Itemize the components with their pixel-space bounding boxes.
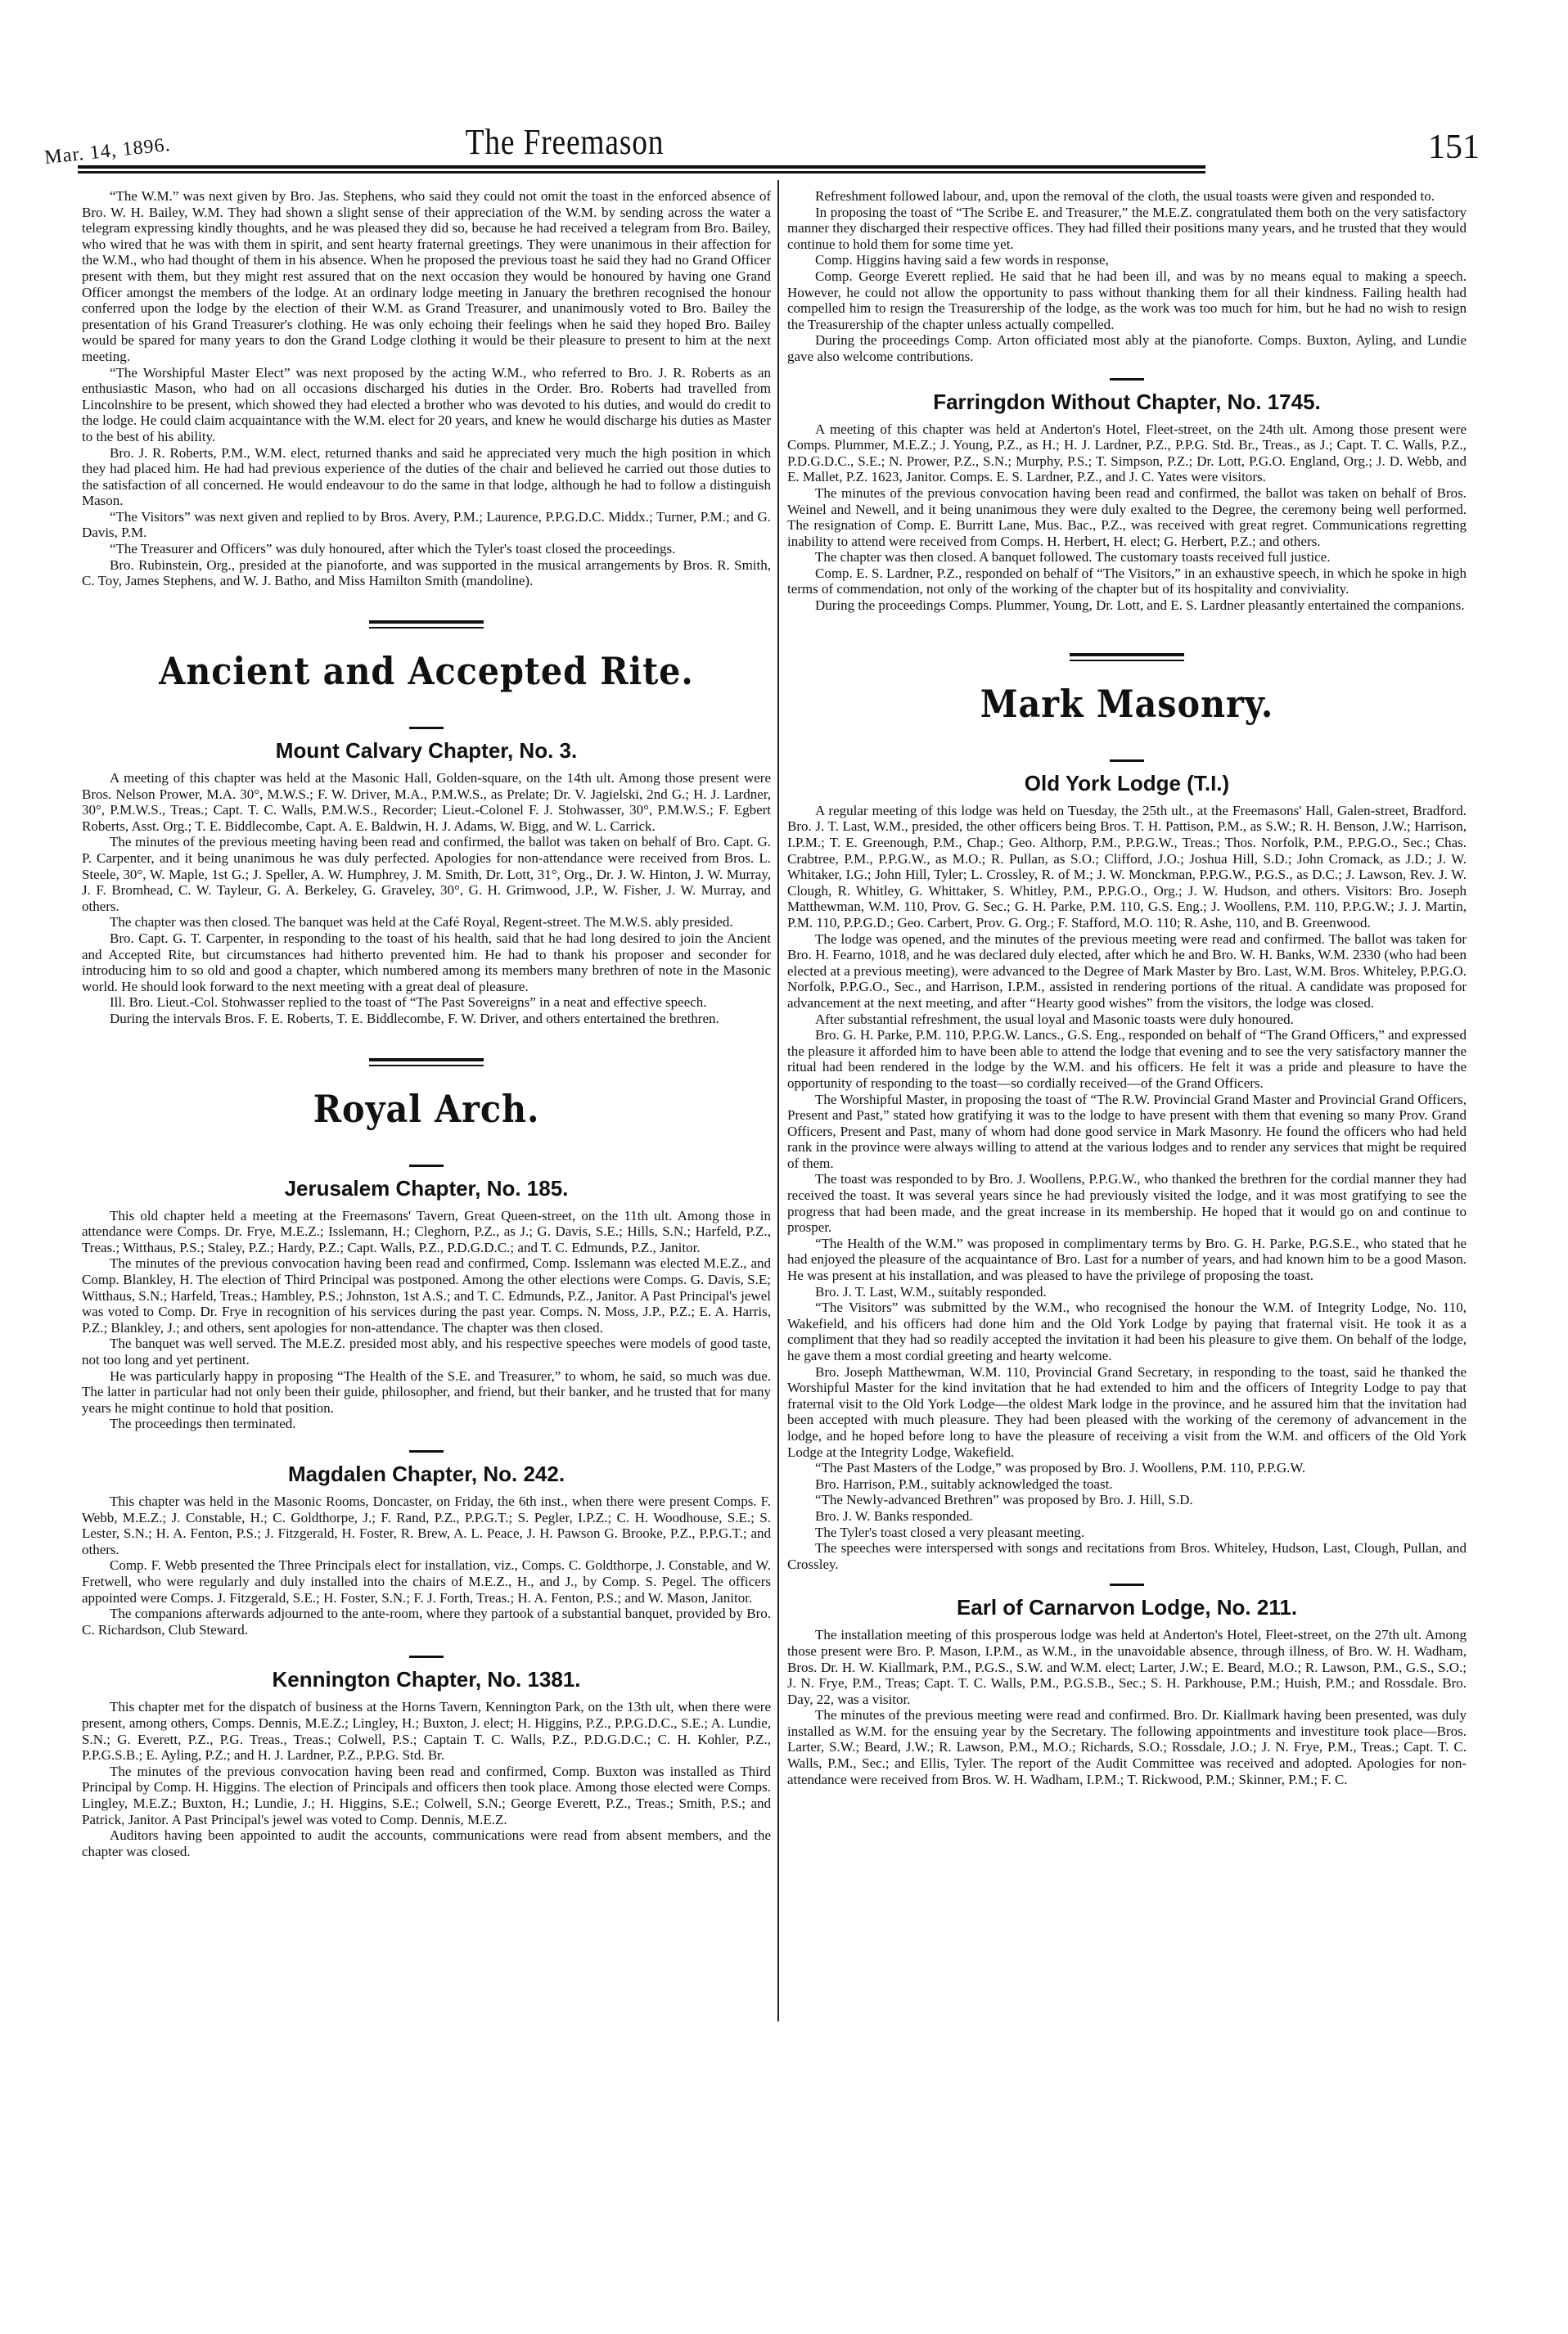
chapter-title-old-york: Old York Lodge (T.I.) <box>1024 770 1230 795</box>
right-column <box>787 188 1467 1787</box>
paragraph: The chapter was then closed. The banquet was held at the Café Royal, Regent-street. The M.W.S. ably presided. <box>110 914 733 930</box>
jerusalem-report <box>82 1208 771 1432</box>
paragraph: This chapter met for the dispatch of business at the Horns Tavern, Kennington Park, on the 13th ult, when there were present, among others, Comps. Dennis, M.E.Z.; Lingley, H.; Buxton, J. elect; H. Higgins, P.Z., P.P.G.D.C., S.E.; A. Lundie, S.N.; G. Everett, P.Z., P.G. Treas., Treas.; Colwell, P.S.; Captain T. C. Walls, P.Z., P.D.G.D.C.; C. H. Kohler, P.Z., P.P.G.S.B.; E. Ayling, P.Z.; and H. J. Lardner, P.Z., P.P.G. Std. Br. <box>82 1699 771 1764</box>
paragraph: Comp. E. S. Lardner, P.Z., responded on behalf of “The Visitors,” in an exhaustive speech, in which he spoke in high terms of commendation, not only of the working of the chapter but of its hospitality and conviviality. <box>787 565 1467 597</box>
paragraph: “The Visitors” was submitted by the W.M., who recognised the honour the W.M. of Integrity Lodge, No. 110, Wakefield, and his officers had done him and the Old York Lodge by paying that fraternal visit. He took it as a compliment that they had so readily accepted the invitation it had been his pleasure to give them. On behalf of the lodge, he gave them a most cordial greeting and hearty welcome. <box>787 1300 1467 1364</box>
paragraph: “The Worshipful Master Elect” was next proposed by the acting W.M., who referred to Bro. J. R. Roberts as an enthusiastic Mason, who had on all occasions discharged his duties in the Order. Bro. Roberts had travelled from Lincolnshire to be present, which showed they had elected a brother who was devoted to his duties, and would do credit to the lodge. He could claim acquaintance with the W.M. elect for 20 years, and knew he would discharge his duties as Master to the best of his ability. <box>82 364 771 444</box>
paragraph: The lodge was opened, and the minutes of the previous meeting were read and confirmed. The ballot was taken for Bro. H. Fearno, 1018, and he was declared duly elected, after which he and Bro. W. H. Banks, W.M. 2330 (who had been elected at a previous meeting), were advanced to the Degree of Mark Master by Bro. Last, W.M. Bros. Whiteley, P.P.G.O. Norfolk, P.P.G.O., Sec., and Harrison, I.P.M., assisted in rendering portions of the ritual. A candidate was proposed for advancement at the next meeting, and after “Hearty good wishes” from the visitors, the lodge was closed. <box>787 930 1467 1011</box>
section-heading-royal-arch: Royal Arch. <box>313 1086 540 1131</box>
paragraph: Bro. Joseph Matthewman, W.M. 110, Provincial Grand Secretary, in responding to the toast, said he thanked the Worshipful Master for the kind invitation that he had extended to him and the officers of Integrity Lodge to pay that fraternal visit to the Old York Lodge—the oldest Mark lodge in the province, and he assured him that the invitation had been accepted with much pleasure. They had been pleased with the working of the ceremony of advancement in the lodge, and he hoped before long to have the pleasure of receiving a visit from the W.M. and officers of the Old York Lodge at the Integrity Lodge, Wakefield. <box>787 1363 1467 1460</box>
old-york-report <box>787 803 1467 1573</box>
section-heading-mark-masonry: Mark Masonry. <box>980 681 1274 726</box>
paragraph: Bro. J. W. Banks responded. <box>815 1507 973 1524</box>
section-heading-ancient-accepted-rite: Ancient and Accepted Rite. <box>159 648 694 693</box>
paragraph: This chapter was held in the Masonic Rooms, Doncaster, on Friday, the 6th inst., when there were present Comps. F. Webb, M.E.Z.; J. Constable, H.; C. Goldthorpe, J.; F. Rand, P.Z., P.P.G.T.; S. Pegler, I.P.Z.; C. H. Woodhouse, S.E.; S. Lester, S.N.; H. A. Fenton, P.S.; J. Fitzgerald, H. Foster, R. Brew, A. L. Peace, J. H. Pawson G. Brooke, P.Z., P.P.G.T.; and others. <box>82 1494 771 1557</box>
chapter-title-earl-of-carnarvon: Earl of Carnarvon Lodge, No. 211. <box>956 1595 1298 1620</box>
paragraph: The proceedings then terminated. <box>110 1416 296 1432</box>
paragraph: The minutes of the previous meeting having been read and confirmed, the ballot was taken on behalf of Bro. Capt. G. P. Carpenter, and it being unanimous he was duly perfected. Apologies for non-attendance were received from Bros. L. Steele, 30°, W. Maple, 1st G.; J. Speller, A. W. Humphrey, J. M. Smith, Dr. Lott, 31°, Org., Dr. J. W. Hinton, J. W. Murray, J. F. Bromhead, C. W. Tayleur, G. A. Berkeley, G. Graveley, 30°, G. H. Grimwood, J.P., W. Fisher, J. W. Murray, and others. <box>82 834 771 914</box>
paragraph: This old chapter held a meeting at the Freemasons' Tavern, Great Queen-street, on the 11th ult. Among those in attendance were Comps. Dr. Frye, M.E.Z.; Isslemann, H.; Cleghorn, P.Z., as J.; G. Davis, S.E.; Hills, S.N.; Harfeld, P.Z., Treas.; Witthaus, P.S.; Staley, P.Z.; Hardy, P.Z.; Capt. Walls, P.Z., P.D.G.D.C.; and T. C. Edmunds, P.Z., Janitor. <box>82 1207 771 1255</box>
paragraph: “The Health of the W.M.” was proposed in complimentary terms by Bro. G. H. Parke, P.G.S.E., who stated that he had enjoyed the pleasure of the acquaintance of Bro. Last for a number of years, and had known him to be a good Mason. He was present at his installation, and was pleased to have the privilege of proposing the toast. <box>787 1235 1467 1284</box>
section-divider <box>369 1058 484 1066</box>
heading-rule <box>1110 759 1144 762</box>
paragraph: Comp. George Everett replied. He said that he had been ill, and was by no means equal to making a speech. However, he could not allow the opportunity to pass without thanking them for all their kindness. Failing health had compelled him to resign the Treasurership of the lodge, as the work was too much for him, but he had no wish to resign the Treasurership of the chapter unless actually compelled. <box>787 268 1467 332</box>
chapter-divider <box>1110 378 1144 381</box>
paragraph: He was particularly happy in proposing “The Health of the S.E. and Treasurer,” to whom, he said, so much was due. The latter in particular had not only been their guide, philosopher, and friend, but their banker, and he trusted that for many years he might continue to hold that position. <box>82 1368 771 1416</box>
paragraph: “The Visitors” was next given and replied to by Bros. Avery, P.M.; Laurence, P.P.G.D.C. Middx.; Turner, P.M.; and G. Davis, P.M. <box>82 508 771 541</box>
issue-date: Mar. 14, 1896. <box>43 133 172 169</box>
paragraph: Comp. F. Webb presented the Three Principals elect for installation, viz., Comps. C. Goldthorpe, J. Constable, and W. Fretwell, who were regularly and duly installed into the chairs of M.E.Z., H., and J., by Comp. S. Pegel. The officers appointed were Comps. J. Fitzgerald, S.E.; H. Foster, S.N.; F. J. Forth, Treas.; H. A. Fenton, P.S.; and W. Mason, Janitor. <box>82 1557 771 1606</box>
chapter-title-kennington: Kennington Chapter, No. 1381. <box>272 1667 581 1692</box>
lodge-report-continued <box>82 188 771 589</box>
chapter-title-mount-calvary: Mount Calvary Chapter, No. 3. <box>275 738 578 764</box>
paragraph: During the proceedings Comp. Arton officiated most ably at the pianoforte. Comps. Buxton, Ayling, and Lundie gave also welcome contributions. <box>787 332 1467 364</box>
header-rule <box>78 165 1205 173</box>
paragraph: Bro. J. R. Roberts, P.M., W.M. elect, returned thanks and said he appreciated very much the high position in which they had placed him. He had had previous experience of the duties of the chair and believed he carried out those duties to the satisfaction of all concerned. He would endeavour to do the same in that lodge, although he had to follow a distinguish Mason. <box>82 444 771 509</box>
magdalen-report <box>82 1494 771 1638</box>
kennington-report <box>82 1699 771 1859</box>
paragraph: The companions afterwards adjourned to the ante-room, where they partook of a substantial banquet, provided by Bro. C. Richardson, Club Steward. <box>82 1606 771 1638</box>
paragraph: Bro. Harrison, P.M., suitably acknowledged the toast. <box>815 1476 1113 1492</box>
paragraph: Comp. Higgins having said a few words in response, <box>815 252 1109 268</box>
paragraph: Bro. Rubinstein, Org., presided at the pianoforte, and was supported in the musical arrangements by Bros. R. Smith, C. Toy, James Stephens, and W. J. Batho, and Miss Hamilton Smith (mandoline). <box>82 556 771 589</box>
farringdon-report <box>787 421 1467 614</box>
section-divider <box>369 620 484 629</box>
mount-calvary-report <box>82 770 771 1027</box>
paragraph: The minutes of the previous meeting were read and confirmed. Bro. Dr. Kiallmark having been presented, was duly installed as W.M. for the ensuing year by the Secretary. The following appointments and investiture took place—Bros. Larter, S.W.; Beard, J.W.; R. Lawson, P.M., M.O.; Richards, S.O.; Rossdale, J.O.; J. N. Frye, P.M., Treas.; Capt. T. C. Walls, P.M., Sec.; and Ellis, Tyler. The report of the Audit Committee was received and adopted. Apologies for non-attendance were received from Bros. W. H. Wadham, I.P.M.; T. Rickwood, P.M.; Skinner, P.M.; F. C. <box>787 1707 1467 1787</box>
chapter-divider <box>409 1450 444 1453</box>
paragraph: Bro. Capt. G. T. Carpenter, in responding to the toast of his health, said that he had long desired to join the Ancient and Accepted Rite, but circumstances had hitherto prevented him. He had to thank his proposer and seconder for introducing him to so old and good a chapter, which numbered among its members many brethren of note in the Masonic world. He should look forward to the next meeting with a great deal of pleasure. <box>82 930 771 994</box>
paragraph: Auditors having been appointed to audit the accounts, communications were read from absent members, and the chapter was closed. <box>82 1827 771 1859</box>
paragraph: A meeting of this chapter was held at the Masonic Hall, Golden-square, on the 14th ult. Among those present were Bros. Nelson Prower, M.A. 30°, M.W.S.; F. W. Driver, M.A., P.M.W.S., as Prelate; Dr. V. Jagielski, 2nd G.; H. J. Lardner, 30°, P.M.W.S., Treas.; Capt. T. C. Walls, P.M.W.S., Recorder; Lieut.-Colonel F. J. Stohwasser, 30°, P.M.W.S.; F. Egbert Roberts, Asst. Org.; T. E. Biddlecombe, Capt. A. E. Baldwin, H. J. Adams, W. Bigg, and W. L. Carrick. <box>82 770 771 834</box>
section-divider <box>1070 653 1184 661</box>
heading-rule <box>409 727 444 729</box>
paragraph: A regular meeting of this lodge was held on Tuesday, the 25th ult., at the Freemasons' Hall, Galen-street, Bradford. Bro. J. T. Last, W.M., presided, the other officers being Bros. T. H. Pattison, P.M., as S.W.; R. H. Benson, J.W.; Harrison, I.P.M.; T. E. Greenough, P.M., Chap.; Geo. Althorp, P.M., P.P.G.W., Treas.; Thos. Norfolk, P.M., P.P.G.O., Sec.; Chas. Crabtree, P.M., P.P.G.W., as M.O.; R. Pullan, as S.O.; Clifford, J.O.; Joshua Hill, S.D.; John Cromack, as J.D.; J. W. Whitaker, I.G.; John Hill, Tyler; L. Crossley, R. of M.; J. W. Monckman, P.P.G.W., P.G.S., as D.C.; J. Lawson, Rev. J. W. Clough, R. Whitley, G. Whittaker, S. Whitley, P.M., P.P.G.O., Org.; J. W. Hudson, and others. Visitors: Bro. Joseph Matthewman, W.M. 110, Prov. G. Sec.; G. H. Parke, P.M. 110, G.S. Eng.; J. Woollens, P.M. 110, P.P.G.W.; J. J. Martin, P.M. 110, P.P.G.D.; Geo. Carbert, Prov. G. Org.; F. Stafford, M.O. 110; R. Ashe, 110, and B. Greenwood. <box>787 802 1467 930</box>
paragraph: During the proceedings Comps. Plummer, Young, Dr. Lott, and E. S. Lardner pleasantly entertained the companions. <box>815 597 1465 614</box>
paragraph: The banquet was well served. The M.E.Z. presided most ably, and his respective speeches were models of good taste, not too long and yet pertinent. <box>82 1336 771 1368</box>
page-number: 151 <box>1428 128 1480 166</box>
chapter-title-jerusalem: Jerusalem Chapter, No. 185. <box>284 1175 569 1201</box>
paragraph: Bro. G. H. Parke, P.M. 110, P.P.G.W. Lancs., G.S. Eng., responded on behalf of “The Grand Officers,” and expressed the pleasure it afforded him to have been able to attend the lodge that evening and to see the very satisfactory manner the ritual had been rendered in the lodge by the W.M. and his officers. He felt it was a pride and pleasure to have the opportunity of responding to the toast—so cordially received—of the Grand Officers. <box>787 1027 1467 1091</box>
left-column <box>82 188 771 1859</box>
paragraph: The installation meeting of this prosperous lodge was held at Anderton's Hotel, Fleet-street, on the 27th ult. Among those present were Bro. P. Mason, I.P.M., as W.M., in the unavoidable absence, through illness, of Bro. W. H. Wadham, Bros. Dr. H. W. Kiallmark, P.M., P.G.S., S.W. and W.M. elect; Larter, J.W.; E. Beard, M.O.; R. Lawson, P.M., G.S., S.O.; J. N. Frye, P.M., Treas; Capt. T. C. Walls, P.M., P.G.S.B., Sec.; S. H. Parkhouse, P.M.; Huish, P.M.; and Rossdale. Bro. Day, 22, was a visitor. <box>787 1627 1467 1707</box>
paragraph: During the intervals Bros. F. E. Roberts, T. E. Biddlecombe, F. W. Driver, and others entertained the brethren. <box>110 1010 719 1026</box>
paragraph: In proposing the toast of “The Scribe E. and Treasurer,” the M.E.Z. congratulated them both on the very satisfactory manner they discharged their respective offices. They had filled their positions many years, and he trusted that they would continue to hold them for some time yet. <box>787 204 1467 252</box>
chapter-title-farringdon: Farringdon Without Chapter, No. 1745. <box>933 389 1321 414</box>
paragraph: A meeting of this chapter was held at Anderton's Hotel, Fleet-street, on the 24th ult. Among those present were Comps. Plummer, M.E.Z.; J. Young, P.Z., as H.; H. J. Lardner, P.Z., P.P.G. Std. Br., Treas., as J.; Capt. T. C. Walls, P.Z., P.D.G.D.C., S.E.; N. Prower, P.Z., S.N.; Murphy, P.S.; T. Simpson, P.Z.; Dr. Lott, P.G.O. England, Org.; J. D. Webb, and E. Mallet, P.Z. 1623, Janitor. Comps. E. S. Lardner, P.Z., and J. C. Yates were visitors. <box>787 421 1467 485</box>
paragraph: The minutes of the previous convocation having been read and confirmed, the ballot was taken on behalf of Bros. Weinel and Newell, and it being unanimous they were duly exalted to the Degree, the ceremony being well performed. The resignation of Comp. E. Burritt Lane, Mus. Bac., P.Z., was received with great regret. Communications regretting inability to attend were received from Comps. H. Herbert, H. elect; G. Herbert, P.Z.; and others. <box>787 484 1467 549</box>
paragraph: Refreshment followed labour, and, upon the removal of the cloth, the usual toasts were given and responded to. <box>815 188 1435 204</box>
heading-rule <box>409 1165 444 1167</box>
masthead-title: The Freemason <box>465 122 665 162</box>
paragraph: “The Newly-advanced Brethren” was proposed by Bro. J. Hill, S.D. <box>815 1492 1193 1508</box>
paragraph: “The Treasurer and Officers” was duly honoured, after which the Tyler's toast closed the proceedings. <box>110 541 676 557</box>
paragraph: Ill. Bro. Lieut.-Col. Stohwasser replied to the toast of “The Past Sovereigns” in a neat and effective speech. <box>110 994 707 1011</box>
paragraph: “The W.M.” was next given by Bro. Jas. Stephens, who said they could not omit the toast in the enforced absence of Bro. W. H. Bailey, W.M. They had shown a slight sense of their appreciation of the W.M. by sending across the water a telegram expressing kindly thoughts, and he was pleased they did so, because he had received a telegram from Bro. Bailey, who wired that he was with them in spirit, and sent hearty fraternal greetings. They were unanimous in their affection for the W.M., who had thought of them in his absence. When he proposed the previous toast he said they had no Grand Officer present with them, but they might rest assured that on the next occasion they would be honoured by having one Grand Officer amongst the members of the lodge. At an ordinary lodge meeting in January the brethren recognised the honour conferred upon the lodge by the election of their W.M. as Grand Treasurer, and unanimously voted to Bro. Bailey the presentation of his Grand Treasurer's clothing. He was only echoing their feelings when he said they hoped Bro. Bailey would be spared for many years to don the Grand Lodge clothing it would be their pleasure to present to him at the next meeting. <box>82 188 771 364</box>
paragraph: The toast was responded to by Bro. J. Woollens, P.P.G.W., who thanked the brethren for the cordial manner they had received the toast. It was several years since he had previously visited the lodge, and it was most gratifying to see the progress that had been made, and the great increase in its membership. He hoped that it would go on and continue to prosper. <box>787 1171 1467 1236</box>
paragraph: The Tyler's toast closed a very pleasant meeting. <box>815 1524 1085 1540</box>
paragraph: The minutes of the previous convocation having been read and confirmed, Comp. Isslemann was elected M.E.Z., and Comp. Blankley, H. The election of Third Principal was postponed. Among the other elections were Comps. G. Davis, S.E; Witthaus, S.N.; Harfeld, Treas.; Hambley, P.S.; Johnston, 1st A.S.; and T. C. Edmunds, P.Z., Janitor. A Past Principal's jewel was voted to Comp. Dr. Frye in recognition of his services during the past year. Comps. N. Moss, J.P., P.Z.; E. A. Harris, P.Z.; Blankley, J.; and others, sent apologies for non-attendance. The chapter was then closed. <box>82 1255 771 1336</box>
chapter-divider <box>409 1656 444 1658</box>
chapter-divider <box>1110 1584 1144 1586</box>
paragraph: After substantial refreshment, the usual loyal and Masonic toasts were duly honoured. <box>815 1011 1294 1027</box>
chapter-title-magdalen: Magdalen Chapter, No. 242. <box>287 1462 565 1486</box>
paragraph: The chapter was then closed. A banquet followed. The customary toasts received full justice. <box>815 549 1331 565</box>
page-header <box>0 115 1568 180</box>
paragraph: Bro. J. T. Last, W.M., suitably responded. <box>815 1283 1047 1300</box>
kennington-report-continued <box>787 188 1467 365</box>
paragraph: The speeches were interspersed with songs and recitations from Bros. Whiteley, Hudson, Last, Clough, Pullan, and Crossley. <box>787 1540 1467 1572</box>
paragraph: The minutes of the previous convocation having been read and confirmed, Comp. Buxton was installed as Third Principal by Comp. H. Higgins. The election of Principals and officers then took place. Among those elected were Comps. Lingley, M.E.Z.; Buxton, H.; Lundie, J.; H. Higgins, S.E.; Colwell, S.N.; George Everett, P.Z., Treas.; Smith, P.S.; and Patrick, Janitor. A Past Principal's jewel was voted to Comp. Dennis, M.E.Z. <box>82 1763 771 1827</box>
paragraph: “The Past Masters of the Lodge,” was proposed by Bro. J. Woollens, P.M. 110, P.P.G.W. <box>815 1460 1306 1476</box>
column-divider <box>777 180 779 2021</box>
carnarvon-report <box>787 1627 1467 1787</box>
paragraph: The Worshipful Master, in proposing the toast of “The R.W. Provincial Grand Master and Provincial Grand Officers, Present and Past,” stated how gratifying it was to the lodge to have present with them that evening so many Prov. Grand Officers, Present and Past, many of whom had done good service in Mark Masonry. He found the officers who had held rank in the province were always willing to attend at the various lodges and to render any services that might be required of them. <box>787 1091 1467 1171</box>
